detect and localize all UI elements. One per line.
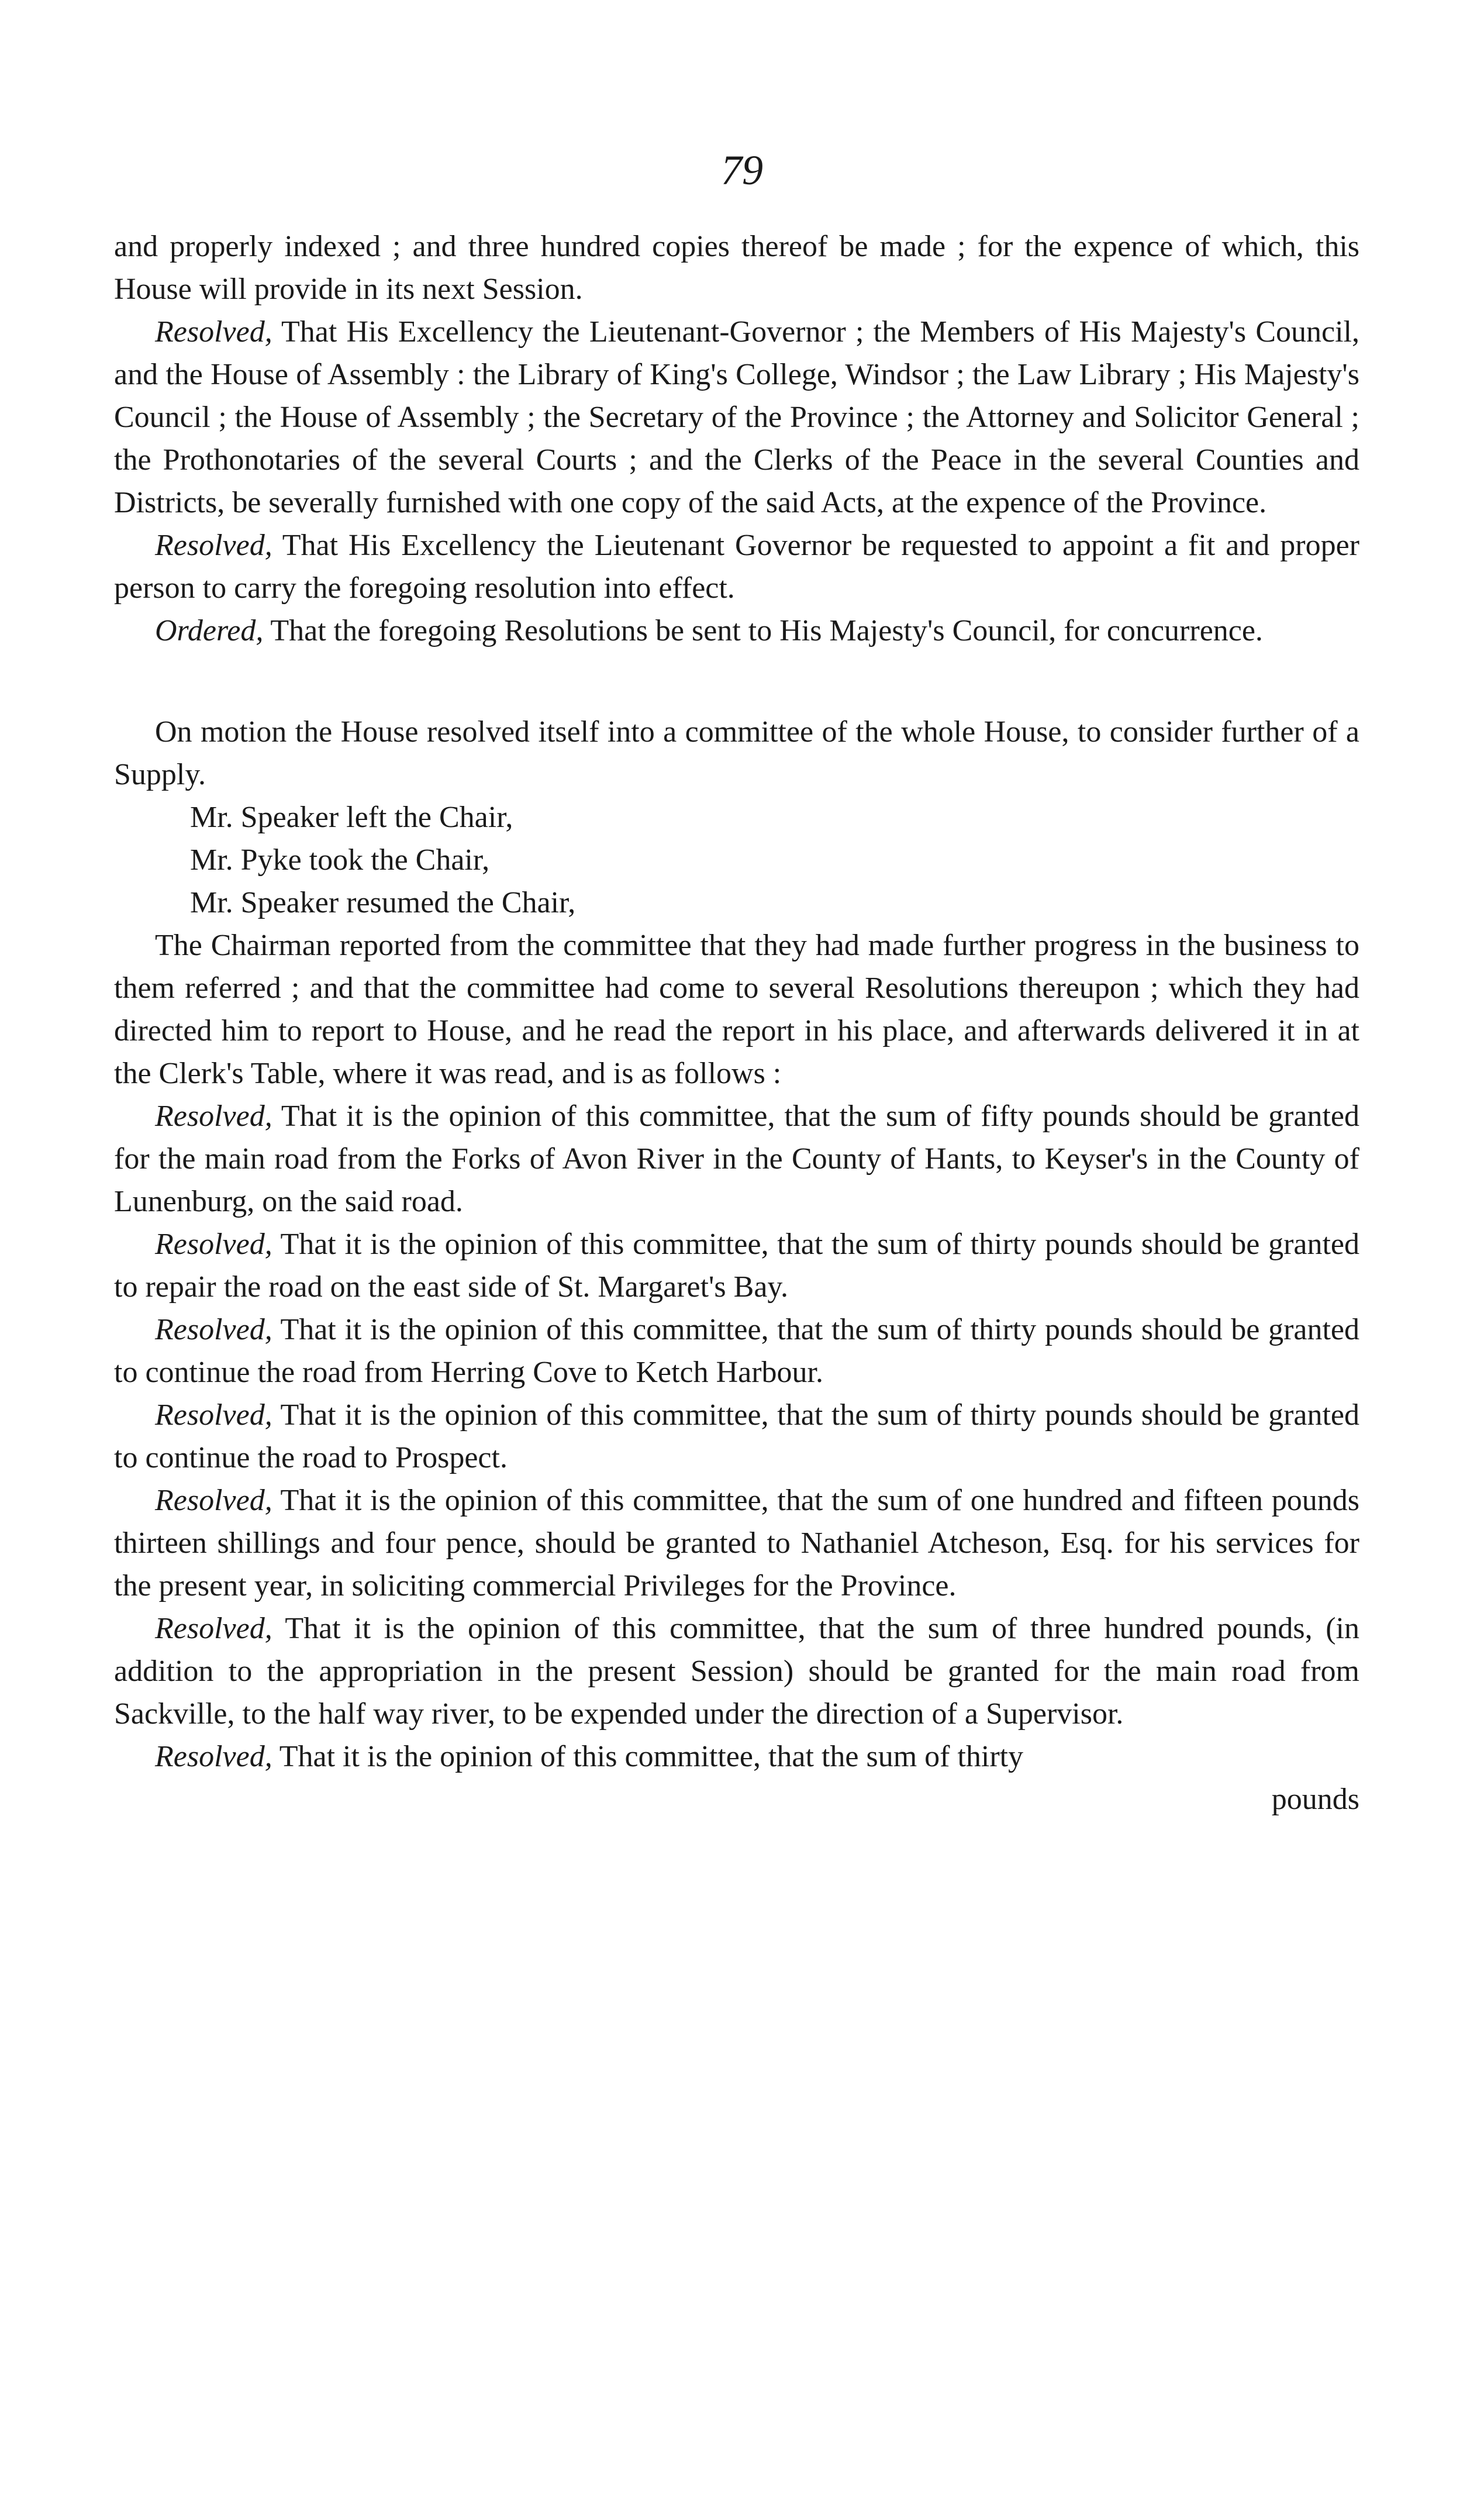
resolution-text: That it is the opinion of this committee, that the sum of thirty pounds should be granted to repair the road on the east side of St. Margaret's Bay. [114,1228,1359,1304]
resolution-lead: Resolved, [155,1313,272,1346]
order-lead: Ordered, [155,614,264,647]
resolution-text: That it is the opinion of this committee, that the sum of thirty pounds should be granted to continue the road to Prospect. [114,1398,1359,1474]
resolution-lead: Resolved, [155,1228,272,1261]
resolution-text: That it is the opinion of this committee, that the sum of thirty pounds should be granted to continue the road from Herring Cove to Ketch Harbour. [114,1313,1359,1389]
committee-resolution [114,1607,1359,1735]
resolution-text: That it is the opinion of this committee, that the sum of one hundred and fifteen pounds thirteen shillings and four pence, should be granted to Nathaniel Atcheson, Esq. for his services for the present year, in soliciting commercial Privileges for the Province. [114,1484,1360,1602]
resolution-lead: Resolved, [155,1484,272,1517]
journal-text [114,225,1359,1821]
resolution-lead: Resolved, [155,1612,272,1645]
chair-line: Mr. Speaker left the Chair, [190,801,513,834]
resolution-text: That His Excellency the Lieutenant Governor be requested to appoint a fit and proper person to carry the foregoing resolution into effect. [114,529,1359,605]
committee-resolution [114,1223,1359,1308]
resolution-lead: Resolved, [155,1100,272,1133]
motion-paragraph: On motion the House resolved itself into a committee of the whole House, to consider further of a Supply. [114,715,1359,791]
resolution-paragraph [114,311,1359,524]
resolution-lead: Resolved, [155,529,272,562]
resolution-lead: Resolved, [155,315,272,349]
chair-line: Mr. Speaker resumed the Chair, [190,886,576,919]
chair-line: Mr. Pyke took the Chair, [190,843,490,877]
resolution-text: That it is the opinion of this committee, that the sum of fifty pounds should be granted for the main road from the Forks of Avon River in the County of Hants, to Keyser's in the County of Lunenburg, on the said road. [114,1100,1359,1218]
resolution-lead: Resolved, [155,1398,272,1432]
resolution-text: That it is the opinion of this committee, that the sum of three hundred pounds, (in addition to the appropriation in the present Session) should be granted for the main road from Sackville, to the half way river, to be expended under the direction of a Supervisor. [114,1612,1359,1731]
committee-resolution [114,1479,1359,1607]
committee-resolution [114,1735,1359,1778]
committee-resolution [114,1095,1359,1223]
committee-resolution [114,1394,1359,1479]
resolution-text: That it is the opinion of this committee, that the sum of thirty [279,1740,1024,1773]
paragraph-continuation [114,225,1359,311]
page-number: 79 [721,147,763,194]
resolution-paragraph [114,524,1359,609]
paragraph-text: and properly indexed ; and three hundred copies thereof be made ; for the expence of which, this House will provide in its next Session. [114,230,1359,306]
resolution-lead: Resolved, [155,1740,272,1773]
catchword: pounds [1271,1783,1359,1816]
committee-resolution [114,1308,1359,1394]
order-paragraph [114,609,1359,652]
resolution-text: That His Excellency the Lieutenant-Governor ; the Members of His Majesty's Council, and the House of Assembly : the Library of King's College, Windsor ; the Law Library ; His Majesty's Council ; the House of Assembly ; the Secretary of the Province ; the Attorney and Solicitor General ; the Prothonotaries of the several Courts ; and the Clerks of the Peace in the several Counties and Districts, be severally furnished with one copy of the said Acts, at the expence of the Province. [114,315,1359,519]
order-text: That the foregoing Resolutions be sent to His Majesty's Council, for concurrence. [270,614,1263,647]
report-paragraph: The Chairman reported from the committee that they had made further progress in the business to them referred ; and that the committee had come to several Resolutions thereupon ; which they had directed him to report to House, and he read the report in his place, and afterwards delivered it in at the Clerk's Table, where it was read, and is as follows : [114,929,1359,1090]
